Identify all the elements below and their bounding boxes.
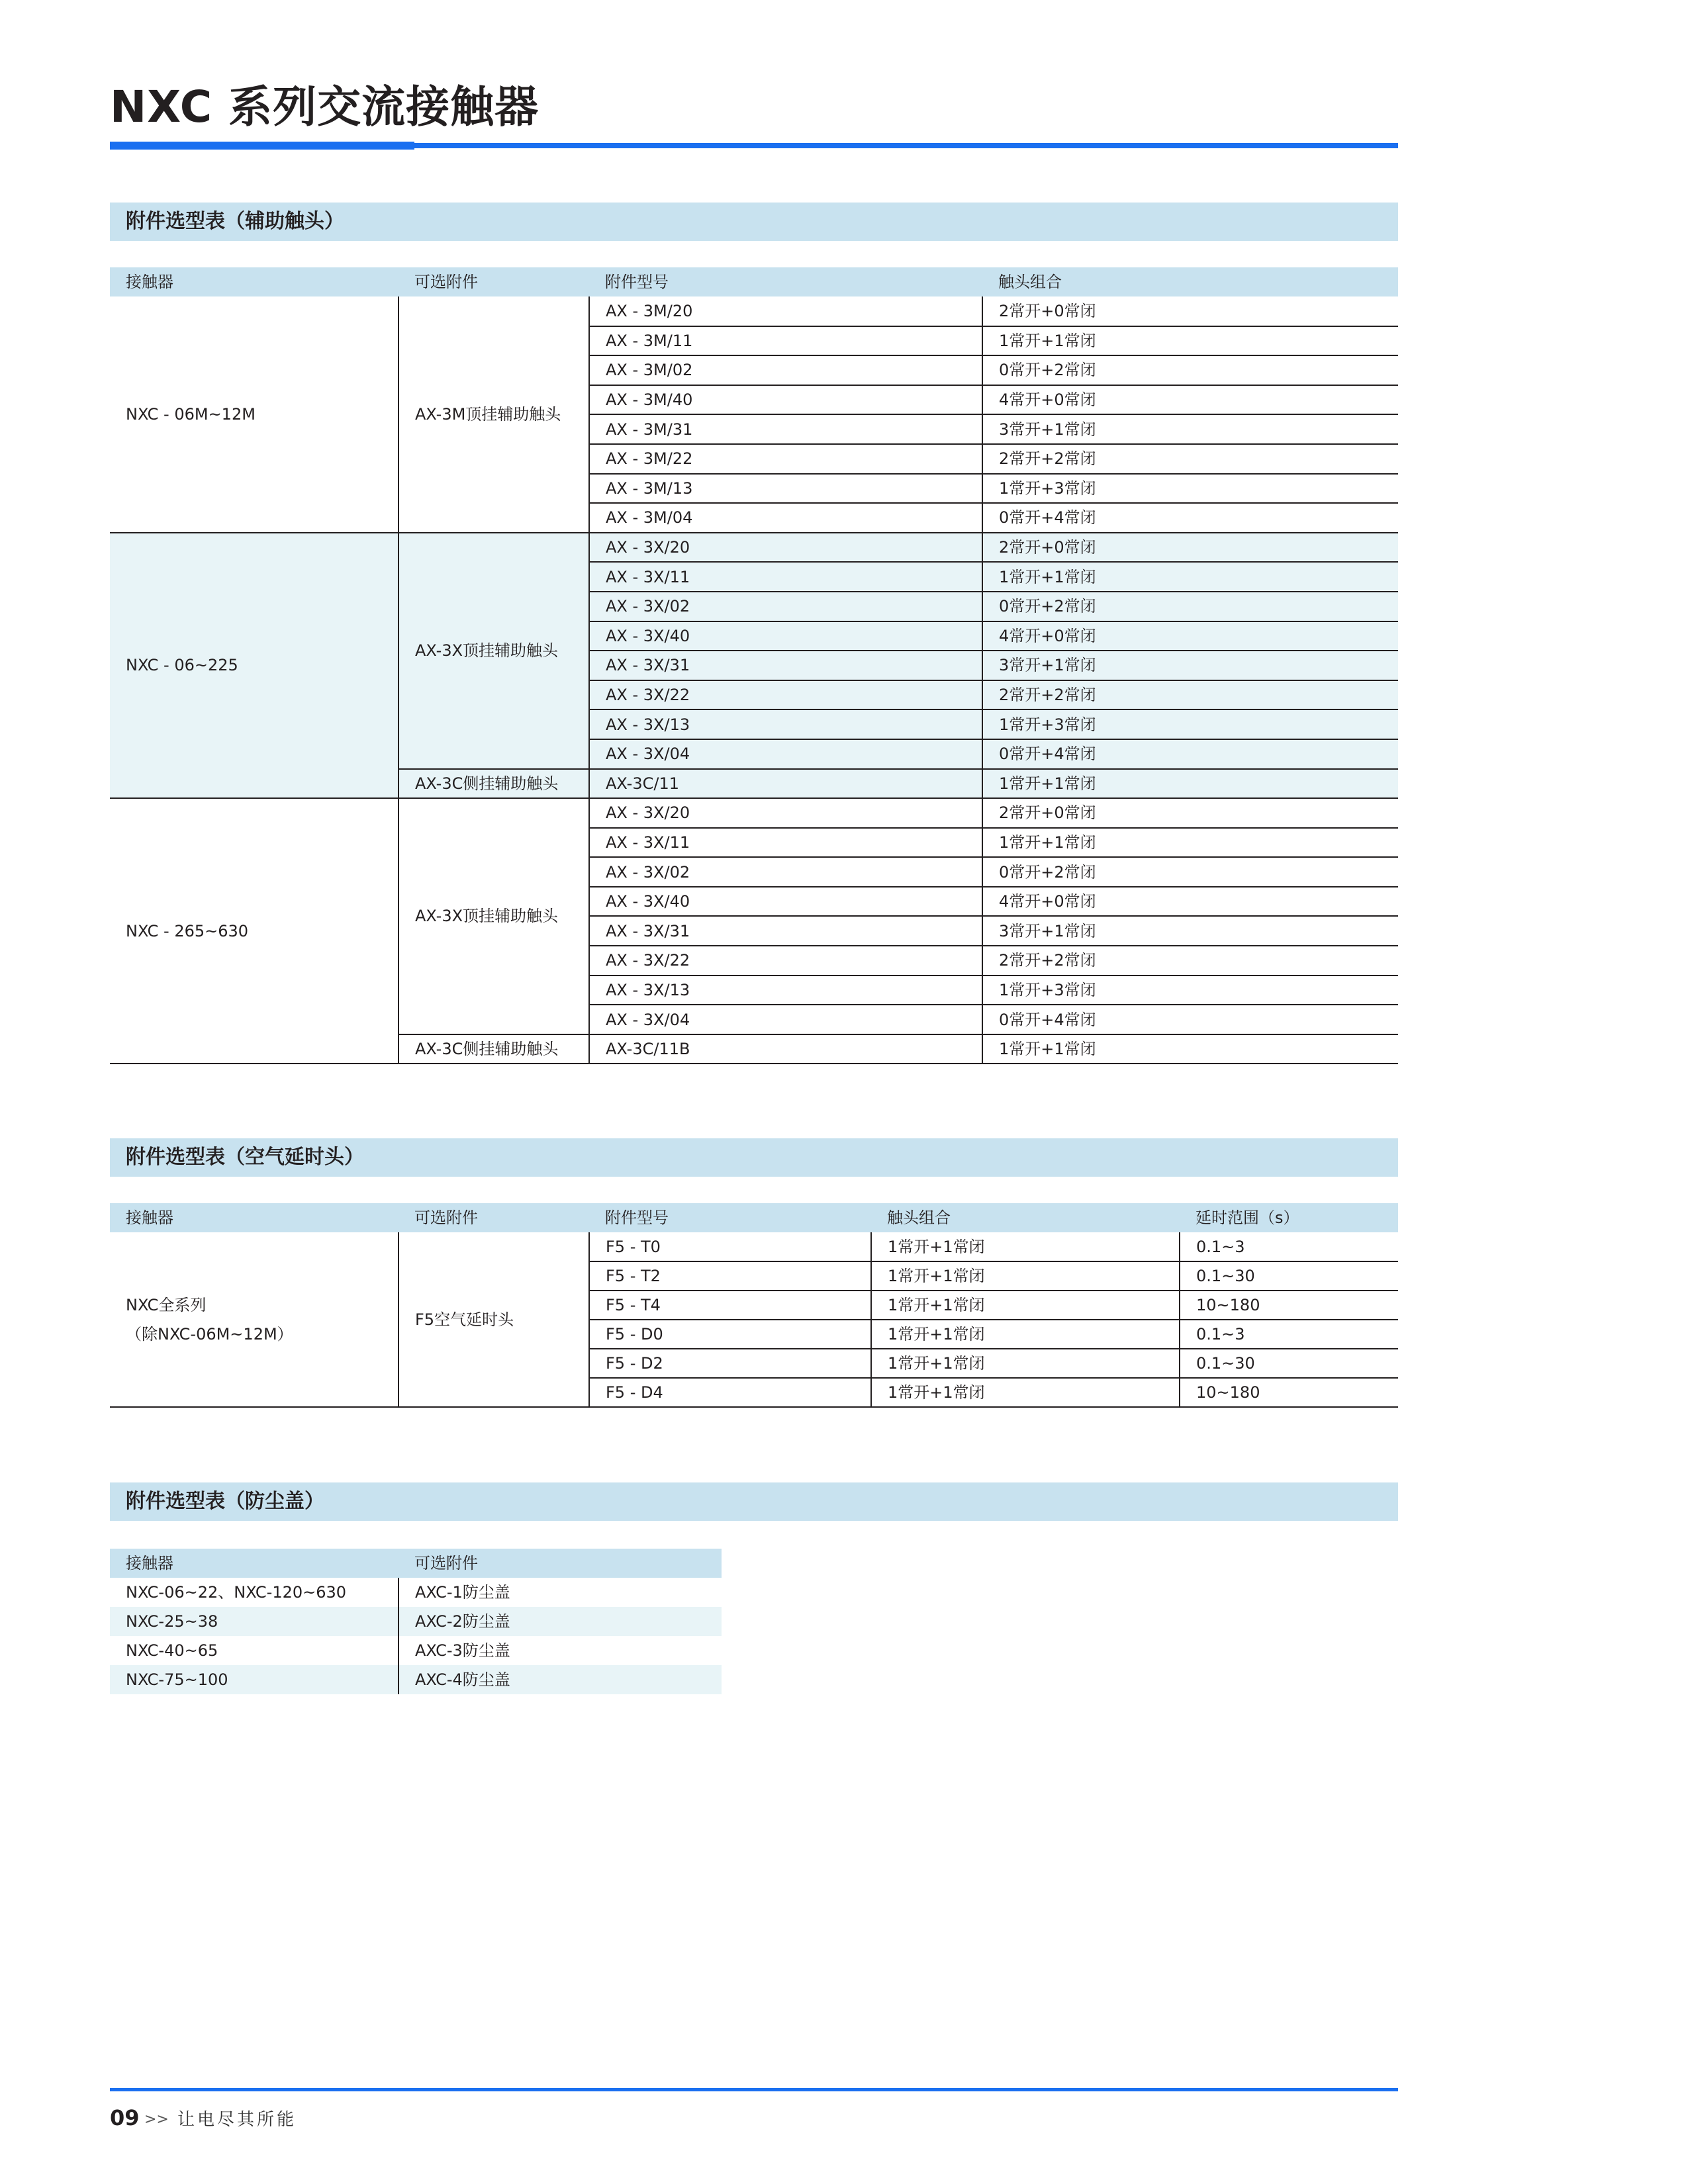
header-row [110, 1549, 722, 1578]
column-header: 可选附件 [399, 1203, 589, 1232]
table-row [110, 1665, 722, 1694]
accessory-cell: AX-3X顶挂辅助触头 [399, 533, 589, 769]
combo-cell: 1常开+1常闭 [871, 1291, 1180, 1320]
contactor-cell: NXC-25~38 [126, 1612, 218, 1631]
model-cell: AX - 3M/40 [589, 385, 982, 415]
model-cell: AX - 3X/31 [589, 651, 982, 680]
header-row [110, 267, 1398, 296]
combo-cell: 2常开+2常闭 [982, 680, 1398, 710]
table-row [110, 1232, 1398, 1261]
contactor-cell [110, 1232, 399, 1407]
model-cell: AX - 3M/31 [589, 414, 982, 444]
combo-cell: 2常开+0常闭 [982, 533, 1398, 563]
combo-cell: 1常开+1常闭 [871, 1349, 1180, 1378]
combo-cell: 2常开+0常闭 [982, 296, 1398, 326]
range-cell: 0.1~3 [1180, 1232, 1398, 1261]
combo-cell: 2常开+2常闭 [982, 444, 1398, 474]
accessory-cell: AXC-4防尘盖 [399, 1665, 722, 1694]
combo-cell: 2常开+2常闭 [982, 946, 1398, 976]
combo-cell: 0常开+2常闭 [982, 592, 1398, 621]
table-row [110, 296, 1398, 326]
table-row [110, 798, 1398, 828]
combo-cell: 1常开+1常闭 [982, 828, 1398, 858]
model-cell: AX - 3X/02 [589, 857, 982, 887]
range-cell: 10~180 [1180, 1378, 1398, 1407]
model-cell: AX - 3X/02 [589, 592, 982, 621]
section-heading-aux: 附件选型表（辅助触头） [110, 203, 1398, 241]
combo-cell: 0常开+4常闭 [982, 1005, 1398, 1034]
column-header: 附件型号 [589, 1203, 871, 1232]
accessory-cell: AX-3M顶挂辅助触头 [399, 296, 589, 533]
model-cell: F5 - T4 [589, 1291, 871, 1320]
combo-cell: 1常开+1常闭 [871, 1320, 1180, 1349]
model-cell: AX - 3X/40 [589, 621, 982, 651]
model-cell: F5 - T0 [589, 1232, 871, 1261]
title-underline-accent [110, 142, 414, 150]
model-cell: AX - 3X/20 [589, 798, 982, 828]
air-delay-table [110, 1203, 1398, 1408]
combo-cell: 1常开+3常闭 [982, 474, 1398, 504]
contactor-line-2: （除NXC-06M~12M） [126, 1324, 293, 1343]
model-cell: AX - 3X/13 [589, 976, 982, 1005]
aux-contact-table [110, 267, 1398, 1064]
page-number: 09 [110, 2105, 140, 2130]
combo-cell: 1常开+1常闭 [982, 326, 1398, 356]
range-cell: 0.1~30 [1180, 1261, 1398, 1291]
accessory-cell: AXC-1防尘盖 [399, 1578, 722, 1607]
model-cell: F5 - D4 [589, 1378, 871, 1407]
combo-cell: 2常开+0常闭 [982, 798, 1398, 828]
model-cell: AX-3C/11 [589, 769, 982, 799]
model-cell: AX - 3X/31 [589, 916, 982, 946]
combo-cell: 0常开+2常闭 [982, 857, 1398, 887]
combo-cell: 3常开+1常闭 [982, 916, 1398, 946]
combo-cell: 1常开+1常闭 [982, 769, 1398, 799]
page-title: NXC 系列交流接触器 [110, 81, 539, 132]
contactor-line-1: NXC全系列 [126, 1295, 207, 1314]
accessory-cell: AX-3X顶挂辅助触头 [399, 798, 589, 1034]
model-cell: AX-3C/11B [589, 1034, 982, 1064]
dust-cover-table [110, 1549, 722, 1694]
column-header: 触头组合 [871, 1203, 1180, 1232]
model-cell: AX - 3X/20 [589, 533, 982, 563]
contactor-cell: NXC-75~100 [126, 1670, 228, 1689]
model-cell: AX - 3X/11 [589, 828, 982, 858]
model-cell: F5 - D2 [589, 1349, 871, 1378]
column-header: 可选附件 [399, 267, 589, 296]
range-cell: 10~180 [1180, 1291, 1398, 1320]
combo-cell: 1常开+3常闭 [982, 709, 1398, 739]
accessory-cell: AXC-2防尘盖 [399, 1607, 722, 1636]
model-cell: F5 - T2 [589, 1261, 871, 1291]
accessory-cell: F5空气延时头 [399, 1232, 589, 1407]
model-cell: AX - 3X/04 [589, 1005, 982, 1034]
contactor-cell: NXC-06~22、NXC-120~630 [126, 1583, 347, 1602]
model-cell: AX - 3X/13 [589, 709, 982, 739]
side-accessory-cell: AX-3C侧挂辅助触头 [399, 1034, 589, 1064]
column-header: 接触器 [110, 1549, 399, 1578]
model-cell: AX - 3M/11 [589, 326, 982, 356]
combo-cell: 4常开+0常闭 [982, 621, 1398, 651]
header-row [110, 1203, 1398, 1232]
column-header: 附件型号 [589, 267, 982, 296]
model-cell: AX - 3X/22 [589, 680, 982, 710]
column-header: 可选附件 [399, 1549, 722, 1578]
range-cell: 0.1~3 [1180, 1320, 1398, 1349]
column-header: 延时范围（s） [1180, 1203, 1398, 1232]
section-heading-dust: 附件选型表（防尘盖） [110, 1482, 1398, 1521]
column-header: 触头组合 [982, 267, 1398, 296]
section-heading-air: 附件选型表（空气延时头） [110, 1138, 1398, 1177]
column-header: 接触器 [110, 1203, 399, 1232]
table-row [110, 1636, 722, 1665]
contactor-cell: NXC - 265~630 [110, 798, 399, 1064]
contactor-cell: NXC - 06M~12M [110, 296, 399, 533]
combo-cell: 1常开+1常闭 [871, 1378, 1180, 1407]
accessory-cell: AXC-3防尘盖 [399, 1636, 722, 1665]
table-row [110, 533, 1398, 563]
combo-cell: 0常开+2常闭 [982, 355, 1398, 385]
model-cell: AX - 3M/02 [589, 355, 982, 385]
combo-cell: 1常开+1常闭 [871, 1261, 1180, 1291]
combo-cell: 0常开+4常闭 [982, 503, 1398, 533]
combo-cell: 1常开+1常闭 [871, 1232, 1180, 1261]
footer-slogan: 让电尽其所能 [177, 2110, 297, 2130]
combo-cell: 1常开+3常闭 [982, 976, 1398, 1005]
contactor-cell: NXC-40~65 [126, 1641, 218, 1660]
combo-cell: 4常开+0常闭 [982, 385, 1398, 415]
combo-cell: 0常开+4常闭 [982, 739, 1398, 769]
model-cell: AX - 3X/04 [589, 739, 982, 769]
page-arrows: >> [144, 2111, 169, 2128]
model-cell: AX - 3M/22 [589, 444, 982, 474]
side-accessory-cell: AX-3C侧挂辅助触头 [399, 769, 589, 799]
model-cell: AX - 3M/04 [589, 503, 982, 533]
model-cell: F5 - D0 [589, 1320, 871, 1349]
model-cell: AX - 3X/40 [589, 887, 982, 917]
contactor-cell: NXC - 06~225 [110, 533, 399, 798]
model-cell: AX - 3X/22 [589, 946, 982, 976]
table-row [110, 1578, 722, 1607]
table-row [110, 1607, 722, 1636]
combo-cell: 1常开+1常闭 [982, 562, 1398, 592]
combo-cell: 3常开+1常闭 [982, 414, 1398, 444]
combo-cell: 3常开+1常闭 [982, 651, 1398, 680]
range-cell: 0.1~30 [1180, 1349, 1398, 1378]
model-cell: AX - 3X/11 [589, 562, 982, 592]
combo-cell: 4常开+0常闭 [982, 887, 1398, 917]
model-cell: AX - 3M/13 [589, 474, 982, 504]
column-header: 接触器 [110, 267, 399, 296]
footer-rule [110, 2088, 1398, 2091]
model-cell: AX - 3M/20 [589, 296, 982, 326]
combo-cell: 1常开+1常闭 [982, 1034, 1398, 1064]
